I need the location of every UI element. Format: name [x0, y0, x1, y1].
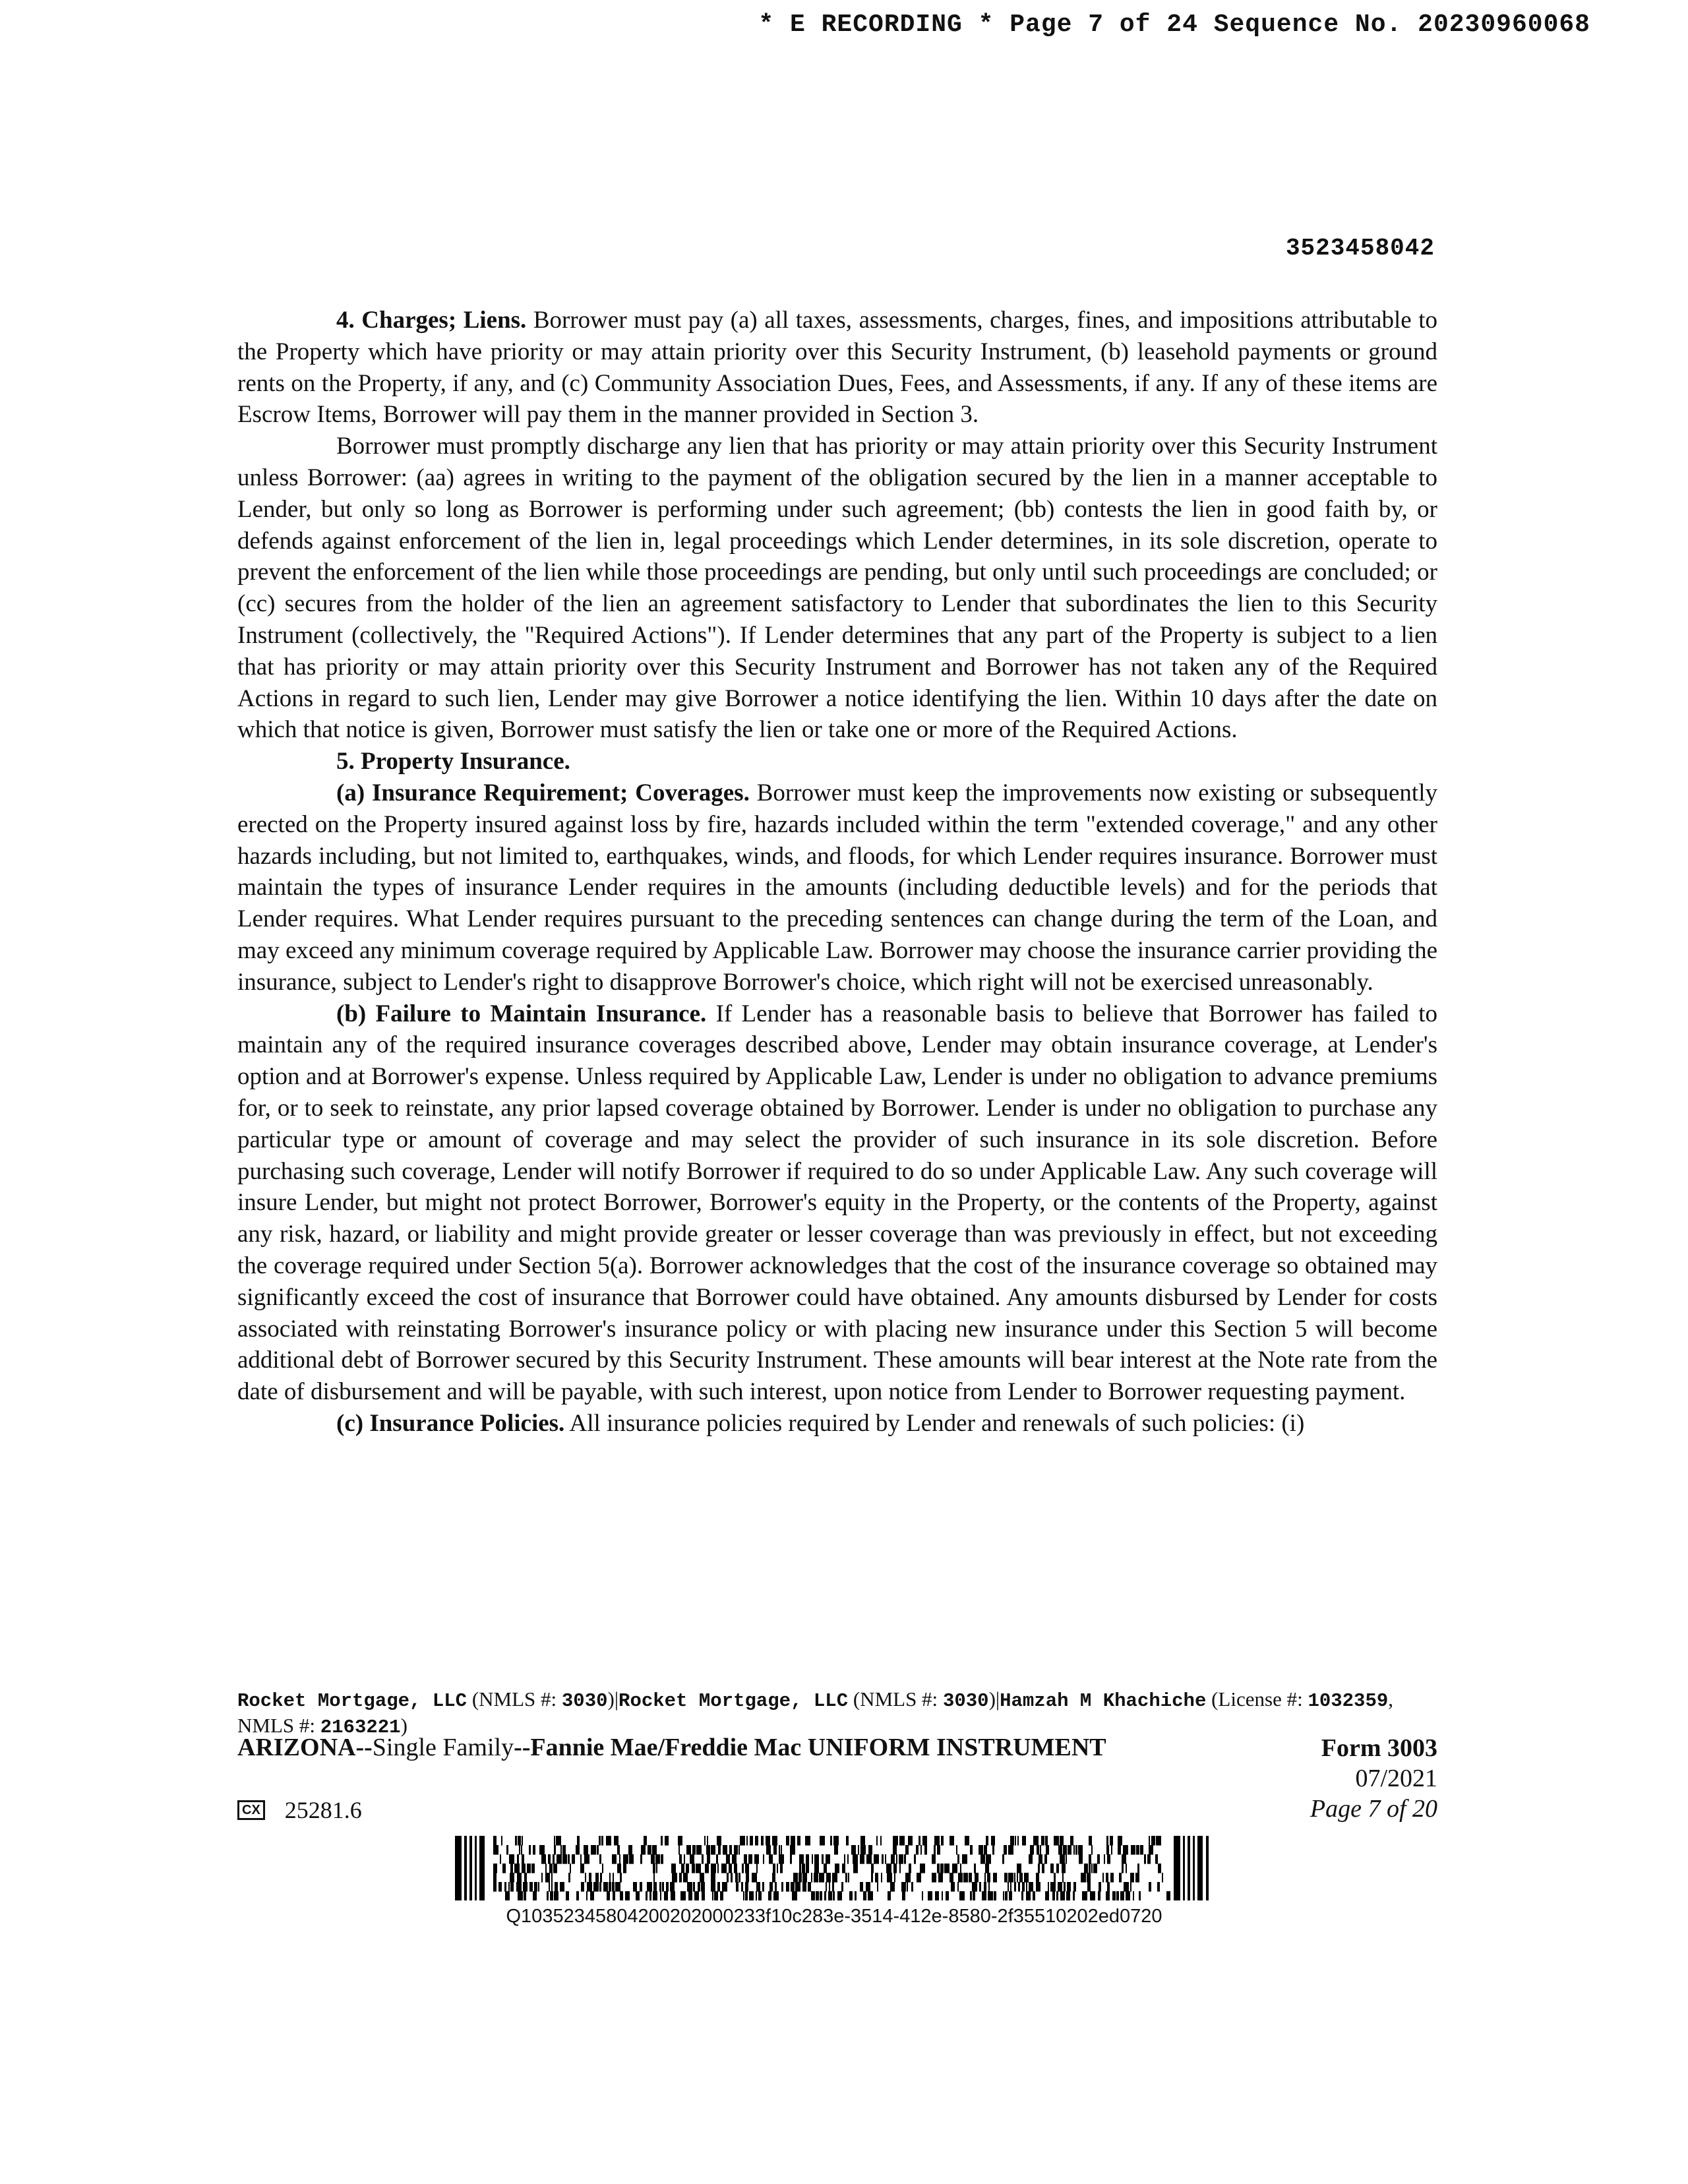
- recording-stamp: * E RECORDING * Page 7 of 24 Sequence No. 20230960068: [758, 11, 1590, 39]
- cx-logo-icon: CX: [237, 1800, 265, 1820]
- form-date: 07/2021: [1355, 1765, 1437, 1792]
- instrument-name: Fannie Mae/Freddie Mac UNIFORM INSTRUMENT: [530, 1734, 1106, 1761]
- section-4-title: 4. Charges; Liens.: [336, 307, 527, 334]
- barcode-text: Q10352345804200202000233f10c283e-3514-412e-8580-2f35510202ed0720: [506, 1906, 1162, 1927]
- section-5c-text: All insurance policies required by Lender and renewals of such policies: (i): [569, 1409, 1305, 1437]
- lender-nmls-1: 3030: [561, 1690, 608, 1712]
- lender-nmls-2: 3030: [942, 1690, 989, 1712]
- license-line: Rocket Mortgage, LLC (NMLS #: 3030)|Rocket Mortgage, LLC (NMLS #: 3030)|Hamzah M Khachiche (License #: 1032359, NMLS #: 2163221): [237, 1687, 1394, 1738]
- section-5-heading: [237, 746, 1437, 777]
- section-5b-paragraph: [237, 998, 1437, 1408]
- originator-name: Hamzah M Khachiche: [1000, 1690, 1207, 1712]
- lender-name-2: Rocket Mortgage, LLC: [618, 1690, 849, 1712]
- form-number: Form 3003: [1321, 1734, 1437, 1762]
- loan-number: 3523458042: [1285, 235, 1435, 262]
- barcode-icon: [455, 1836, 1213, 1900]
- section-5b-text: If Lender has a reasonable basis to believe that Borrower has failed to maintain any of the required insurance coverages described above, Lender may obtain insurance coverage, at Lender's option and at Borrower's expense. Unless required by Applicable Law, Lender is under no obligation to advance premiums for, or to seek to reinstate, any prior lapsed coverage obtained by Borrower. Lender is under no obligation to purchase any particular type or amount of coverage and may select the provider of such insurance in its sole discretion. Before purchasing such coverage, Lender will notify Borrower if required to do so under Applicable Law. Any such coverage will insure Lender, but might not protect Borrower, Borrower's equity in the Property, or the contents of the Property, against any risk, hazard, or liability and might provide greater or lesser coverage than was previously in effect, but not exceeding the coverage required under Section 5(a). Borrower acknowledges that the cost of the insurance coverage so obtained may significantly exceed the cost of insurance that Borrower could have obtained. Any amounts disbursed by Lender for costs associated with reinstating Borrower's insurance policy or with placing new insurance under this Section 5 will become additional debt of Borrower secured by this Security Instrument. These amounts will bear interest at the Note rate from the date of disbursement and will be payable, with such interest, upon notice from Lender to Borrower requesting payment.: [237, 1000, 1438, 1406]
- instrument-title: [237, 1733, 1437, 1762]
- section-5c-paragraph: [237, 1408, 1437, 1440]
- section-5c-title: (c) Insurance Policies.: [336, 1409, 565, 1437]
- state-name: ARIZONA: [237, 1734, 356, 1761]
- lender-name-1: Rocket Mortgage, LLC: [237, 1690, 467, 1712]
- page-number: Page 7 of 20: [1310, 1795, 1437, 1823]
- doc-code: 25281.6: [284, 1797, 362, 1823]
- separator-2: --: [514, 1734, 531, 1761]
- form-info: [1310, 1733, 1437, 1824]
- section-4-paragraph-1: [237, 305, 1437, 431]
- section-5a-text: Borrower must keep the improvements now existing or subsequently erected on the Property insured against loss by fire, hazards included within the term "extended coverage," and any other hazards including, but not limited to, earthquakes, winds, and floods, for which Lender requires insurance. Borrower must maintain the types of insurance Lender requires in the amounts (including deductible levels) and for the periods that Lender requires. What Lender requires pursuant to the preceding sentences can change during the term of the Loan, and may exceed any minimum coverage required by Applicable Law. Borrower may choose the insurance carrier providing the insurance, subject to Lender's right to disapprove Borrower's choice, which right will not be exercised unreasonably.: [237, 779, 1437, 996]
- section-5a-title: (a) Insurance Requirement; Coverages.: [336, 779, 750, 806]
- document-body: [237, 305, 1437, 1440]
- doc-code-line: [237, 1796, 362, 1824]
- originator-nmls: 2163221: [320, 1716, 401, 1738]
- separator-1: --: [355, 1734, 373, 1761]
- section-4-paragraph-2: Borrower must promptly discharge any lien that has priority or may attain priority over this Security Instrument unless Borrower: (aa) agrees in writing to the payment of the obligation secured by the lien in a manner acceptable to Lender, but only so long as Borrower is performing under such agreement; (bb) contests the lien in good faith by, or defends against enforcement of the lien in, legal proceedings which Lender determines, in its sole discretion, operate to prevent the enforcement of the lien while those proceedings are pending, but only until such proceedings are concluded; or (cc) secures from the holder of the lien an agreement satisfactory to Lender that subordinates the lien to this Security Instrument (collectively, the "Required Actions"). If Lender determines that any part of the Property is subject to a lien that has priority or may attain priority over this Security Instrument and Borrower has not taken any of the Required Actions in regard to such lien, Lender may give Borrower a notice identifying the lien. Within 10 days after the date on which that notice is given, Borrower must satisfy the lien or take one or more of the Required Actions.: [237, 433, 1437, 744]
- nmls-label-1: (NMLS #:: [471, 1687, 557, 1711]
- license-number: 1032359: [1308, 1690, 1389, 1712]
- section-4-text-1: Borrower must pay (a) all taxes, assessments, charges, fines, and impositions attributable to the Property which have priority or may attain priority over this Security Instrument, (b) leasehold payments or ground rents on the Property, if any, and (c) Community Association Dues, Fees, and Assessments, if any. If any of these items are Escrow Items, Borrower will pay them in the manner provided in Section 3.: [237, 307, 1438, 429]
- nmls-label-2: (NMLS #:: [853, 1687, 938, 1711]
- section-5b-title: (b) Failure to Maintain Insurance.: [336, 1000, 707, 1027]
- originator-nmls-label: , NMLS #:: [237, 1687, 1394, 1737]
- family-type: Single Family: [372, 1734, 514, 1761]
- section-5-title: 5. Property Insurance.: [336, 748, 570, 775]
- license-label: (License #:: [1211, 1687, 1303, 1711]
- section-5a-paragraph: [237, 777, 1437, 998]
